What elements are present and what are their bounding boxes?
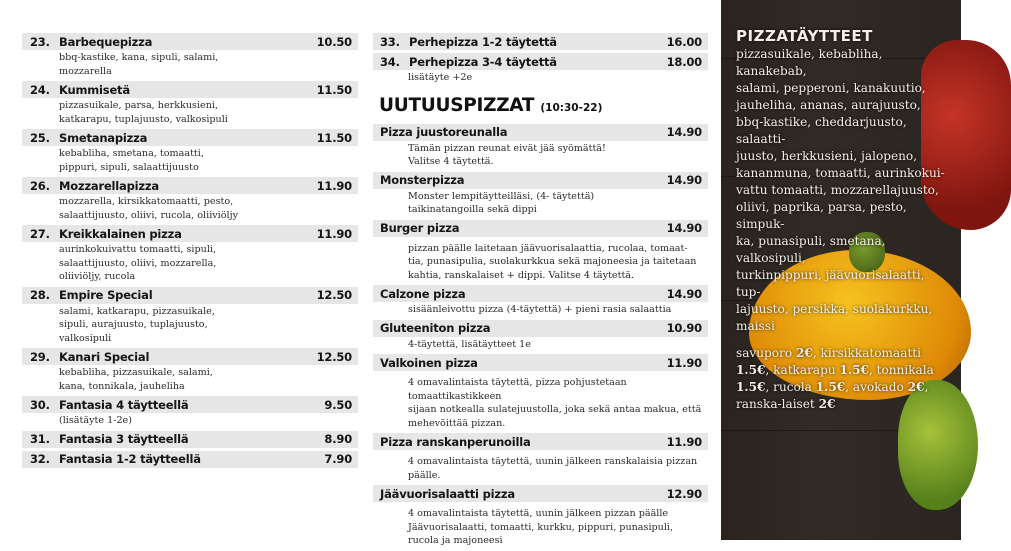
- item-name: Fantasia 4 täytteellä: [59, 397, 189, 412]
- extra-topping-price: 1.5€: [736, 363, 766, 377]
- item-name: Pizza juustoreunalla: [380, 125, 508, 139]
- menu-item: [373, 354, 708, 430]
- item-price: 12.50: [316, 349, 352, 364]
- menu-item-header: [22, 129, 358, 146]
- new-pizzas-list: [373, 124, 708, 548]
- menu-item: [22, 451, 358, 468]
- topping-line: juusto, herkkusieni, jalopeno,: [736, 149, 918, 163]
- item-name: Fantasia 3 täytteellä: [59, 432, 189, 446]
- menu-item-header: [22, 81, 358, 98]
- item-name: Jäävuorisalaatti pizza: [380, 486, 515, 501]
- item-price: 14.90: [666, 173, 702, 187]
- section-hours: (10:30-22): [540, 101, 603, 114]
- item-name: Kanari Special: [59, 349, 150, 364]
- item-price: 11.90: [316, 226, 352, 241]
- topping-line: salami, pepperoni, kanakuutio,: [736, 81, 926, 95]
- right-menu-column: [373, 33, 708, 551]
- item-description: [373, 450, 708, 482]
- description-line: Valitse 4 täytettä.: [408, 156, 494, 167]
- item-description: [373, 302, 708, 317]
- item-number: 27.: [30, 226, 50, 241]
- menu-item: [373, 53, 708, 85]
- menu-item: [22, 396, 358, 428]
- section-title: UUTUUSPIZZAT: [379, 94, 535, 116]
- item-description: [373, 70, 708, 85]
- topping-line: pizzasuikale, kebabliha, kanakebab,: [736, 47, 883, 78]
- menu-item-header: [373, 220, 708, 237]
- extra-topping-name: , rucola: [765, 380, 816, 394]
- toppings-list: [736, 46, 948, 335]
- description-line: salaattijuusto, oliivi, mozzarella,: [59, 257, 217, 269]
- item-name: Kreikkalainen pizza: [59, 226, 182, 241]
- item-number: 29.: [30, 349, 50, 364]
- item-number: 34.: [380, 54, 400, 69]
- item-price: 10.50: [316, 34, 352, 49]
- menu-item-header: [373, 33, 708, 50]
- item-number: 28.: [30, 288, 50, 302]
- menu-item: [22, 81, 358, 126]
- menu-item: [373, 485, 708, 548]
- description-line: sijaan notkealla sulatejuustolla, joka sekä antaa makua, että: [408, 404, 702, 415]
- description-line: pizzan päälle laitetaan jäävuorisalaattia, rucolaa, tomaat-: [408, 242, 688, 254]
- extra-topping-name: , tonnikala: [868, 363, 934, 377]
- description-line: 4 omavalintaista täytettä, pizza pohjustetaan tomaattikastikkeen: [408, 377, 627, 402]
- topping-line: jauheliha, ananas, aurajuusto,: [736, 98, 921, 112]
- menu-item: [22, 225, 358, 284]
- item-price: 12.90: [666, 486, 702, 501]
- description-line: pizzasuikale, parsa, herkkusieni,: [59, 100, 218, 111]
- item-description: [373, 502, 708, 548]
- family-pizzas: [373, 33, 708, 85]
- description-line: lisätäyte +2e: [408, 72, 473, 83]
- item-name: Barbequepizza: [59, 34, 153, 49]
- menu-item-header: [373, 320, 708, 337]
- item-description: [22, 146, 358, 174]
- item-name: Kummisetä: [59, 82, 130, 97]
- item-price: 11.90: [666, 434, 702, 449]
- menu-item-header: [373, 53, 708, 70]
- item-number: 32.: [30, 452, 50, 466]
- topping-line: lajuusto, persikka, suolakurkku,: [736, 302, 933, 316]
- item-name: Perhepizza 1-2 täytettä: [409, 34, 557, 49]
- description-line: 4 omavalintaista täytettä, uunin jälkeen ranskalaisia pizzan päälle.: [408, 456, 698, 481]
- item-number: 33.: [380, 34, 400, 49]
- extra-topping-name: savuporo: [736, 346, 796, 360]
- menu-item-header: [22, 348, 358, 365]
- item-description: [22, 194, 358, 222]
- menu-item: [373, 33, 708, 50]
- item-price: 14.90: [666, 286, 702, 301]
- description-line: Jäävuorisalaatti, tomaatti, kurkku, pippuri, punasipuli,: [408, 521, 674, 533]
- menu-item: [22, 431, 358, 448]
- extra-topping-price: 1.5€: [815, 380, 846, 394]
- item-number: 24.: [30, 82, 50, 97]
- extra-toppings: [736, 345, 948, 413]
- extra-topping-price: 2€: [818, 397, 836, 411]
- toppings-panel: [721, 0, 961, 540]
- item-description: [373, 141, 708, 169]
- description-line: valkosipuli: [59, 332, 112, 344]
- item-name: Mozzarellapizza: [59, 178, 159, 193]
- description-line: mozzarella: [59, 65, 112, 77]
- item-price: 10.90: [666, 321, 702, 335]
- description-line: Monster lempitäytteilläsi, (4- täytettä): [408, 190, 595, 202]
- item-name: Gluteeniton pizza: [380, 321, 491, 335]
- topping-line: maissi: [736, 319, 775, 333]
- menu-item: [22, 348, 358, 393]
- extra-topping-price: 2€: [795, 346, 813, 360]
- menu-item: [22, 287, 358, 346]
- description-line: tia, punasipulia, suolakurkkua sekä majoneesia ja taitetaan: [408, 256, 697, 267]
- menu-item: [373, 320, 708, 352]
- item-description: [22, 50, 358, 78]
- topping-line: vattu tomaatti, mozzarellajuusto,: [736, 183, 939, 197]
- menu-item: [373, 220, 708, 283]
- description-line: aurinkokuivattu tomaatti, sipuli,: [59, 244, 217, 255]
- item-price: 12.50: [316, 288, 352, 302]
- item-price: 9.50: [324, 397, 352, 412]
- description-line: 4 omavalintaista täytettä, uunin jälkeen pizzan päälle: [408, 508, 669, 519]
- item-description: [22, 242, 358, 284]
- topping-line: bbq-kastike, cheddarjuusto, salaatti-: [736, 115, 907, 146]
- menu-item-header: [373, 172, 708, 189]
- item-price: 11.90: [316, 178, 352, 193]
- item-number: 26.: [30, 178, 50, 193]
- item-number: 30.: [30, 397, 50, 412]
- menu-item-header: [373, 433, 708, 450]
- menu-item: [373, 172, 708, 217]
- menu-item-header: [373, 124, 708, 141]
- item-name: Perhepizza 3-4 täytettä: [409, 54, 557, 69]
- description-line: 4-täytettä, lisätäytteet 1e: [408, 338, 531, 350]
- menu-item-header: [22, 33, 358, 50]
- menu-item: [22, 33, 358, 78]
- menu-item-header: [22, 287, 358, 304]
- item-description: [22, 304, 358, 346]
- item-price: 7.90: [324, 452, 352, 466]
- description-line: kahtia, ranskalaiset + dippi. Valitse 4 täytettä.: [408, 269, 635, 281]
- menu-item-header: [373, 285, 708, 302]
- description-line: salaattijuusto, oliivi, rucola, oliiviöljy: [59, 209, 238, 221]
- item-number: 31.: [30, 432, 50, 446]
- description-line: salami, katkarapu, pizzasuikale,: [59, 305, 215, 317]
- description-line: mehevöittää pizzan.: [408, 417, 506, 429]
- item-description: [373, 371, 708, 430]
- item-name: Pizza ranskanperunoilla: [380, 434, 531, 449]
- description-line: katkarapu, tuplajuusto, valkosipuli: [59, 113, 228, 125]
- menu-item-header: [22, 177, 358, 194]
- menu-item: [373, 433, 708, 482]
- menu-item-header: [22, 451, 358, 468]
- extra-topping-name: , katkarapu: [765, 363, 840, 377]
- item-description: [22, 98, 358, 126]
- extra-topping-name: , ranska-laiset: [736, 380, 929, 411]
- item-number: 25.: [30, 130, 50, 145]
- item-description: [373, 237, 708, 283]
- item-description: [373, 189, 708, 217]
- item-description: [22, 365, 358, 393]
- extra-topping-name: , kirsikkatomaatti: [812, 346, 922, 360]
- item-name: Burger pizza: [380, 221, 460, 235]
- description-line: sipuli, aurajuusto, tuplajuusto,: [59, 319, 208, 330]
- extra-topping-price: 1.5€: [736, 380, 766, 394]
- item-price: 11.90: [666, 355, 702, 370]
- description-line: (lisätäyte 1-2e): [59, 415, 132, 426]
- description-line: kebabliha, smetana, tomaatti,: [59, 148, 204, 159]
- description-line: oliiviöljy, rucola: [59, 271, 136, 282]
- item-price: 14.90: [666, 125, 702, 139]
- left-menu-column: [22, 33, 358, 471]
- topping-line: kananmuna, tomaatti, aurinkokui-: [736, 166, 945, 180]
- description-line: sisäänleivottu pizza (4-täytettä) + pieni rasia salaattia: [408, 304, 672, 315]
- item-name: Valkoinen pizza: [380, 355, 478, 370]
- description-line: Tämän pizzan reunat eivät jää syömättä!: [408, 142, 606, 154]
- menu-item-header: [22, 431, 358, 448]
- item-price: 11.50: [316, 82, 352, 97]
- topping-line: turkinpippuri, jäävuorisalaatti, tup-: [736, 268, 925, 299]
- new-pizzas-heading: [379, 95, 708, 116]
- menu-item-header: [373, 354, 708, 371]
- description-line: rucola ja majoneesi: [408, 535, 503, 546]
- menu-item-header: [373, 485, 708, 502]
- description-line: mozzarella, kirsikkatomaatti, pesto,: [59, 196, 234, 207]
- description-line: pippuri, sipuli, salaattijuusto: [59, 161, 199, 173]
- item-number: 23.: [30, 34, 50, 49]
- item-description: [22, 413, 358, 428]
- description-line: kana, tonnikala, jauheliha: [59, 380, 185, 392]
- extra-topping-price: 1.5€: [839, 363, 869, 377]
- item-price: 8.90: [324, 432, 352, 446]
- toppings-title: PIZZATÄYTTEET: [736, 27, 873, 45]
- topping-line: ka, punasipuli, smetana, valkosipuli,: [736, 234, 886, 265]
- description-line: bbq-kastike, kana, sipuli, salami,: [59, 52, 219, 63]
- topping-line: oliivi, paprika, parsa, pesto, simpuk-: [736, 200, 907, 231]
- menu-item: [373, 285, 708, 317]
- item-price: 18.00: [666, 54, 702, 69]
- extra-topping-name: , avokado: [845, 380, 908, 394]
- description-line: kebabliha, pizzasuikale, salami,: [59, 367, 213, 378]
- menu-item: [373, 124, 708, 169]
- item-name: Smetanapizza: [59, 130, 148, 145]
- item-name: Empire Special: [59, 288, 153, 302]
- item-price: 16.00: [666, 34, 702, 49]
- item-price: 11.50: [316, 130, 352, 145]
- item-price: 14.90: [666, 221, 702, 235]
- description-line: taikinatangoilla sekä dippi: [408, 204, 537, 215]
- menu-item: [22, 177, 358, 222]
- item-name: Calzone pizza: [380, 286, 466, 301]
- item-name: Fantasia 1-2 täytteellä: [59, 452, 201, 466]
- menu-item-header: [22, 396, 358, 413]
- toppings-text: [736, 28, 948, 413]
- extra-topping-price: 2€: [907, 380, 925, 394]
- item-name: Monsterpizza: [380, 173, 465, 187]
- item-description: [373, 337, 708, 352]
- menu-item-header: [22, 225, 358, 242]
- menu-item: [22, 129, 358, 174]
